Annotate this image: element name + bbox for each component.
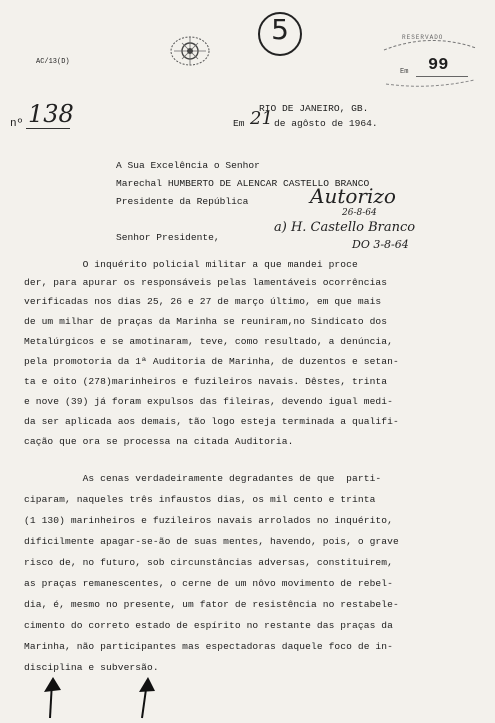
body-line: der, para apurar os responsáveis pelas lamentáveis ocorrências <box>24 277 388 288</box>
annotation-authorize: Autorizo <box>310 184 396 208</box>
number-prefix: nº <box>10 118 24 130</box>
body-line: pela promotoria da 1ª Auditoria de Marinha, de duzentos e setan- <box>24 356 399 367</box>
document-number-handwritten: 138 <box>28 100 74 128</box>
body-line: cação que ora se processa na citada Auditoria. <box>24 436 294 447</box>
body-line: as praças remanescentes, o cerne de um nôvo movimento de rebel- <box>24 578 394 589</box>
document-code: AC/13(D) <box>36 58 70 66</box>
arrow-up-icon <box>130 674 160 720</box>
date-rest: de agôsto de 1964. <box>274 118 378 129</box>
addressee-line-2: Marechal HUMBERTO DE ALENCAR CASTELLO BRANCO <box>116 178 370 189</box>
addressee-line-1: A Sua Excelência o Senhor <box>116 160 260 171</box>
stamp-number-prefix: Em <box>400 68 409 76</box>
body-line: dia, é, mesmo no presente, um fator de resistência no restabele- <box>24 599 399 610</box>
arrow-up-icon <box>36 674 66 720</box>
body-line: ta e oito (278)marinheiros e fuzileiros navais. Dêstes, trinta <box>24 376 388 387</box>
stamp-top-label: RESERVADO <box>402 34 444 41</box>
body-line: ciparam, naqueles três infaustos dias, os mil cento e trinta <box>24 494 376 505</box>
page-number: 5 <box>271 13 289 46</box>
body-line: verificadas nos dias 25, 26 e 27 de março último, em que mais <box>24 296 382 307</box>
date-day-handwritten: 21 <box>250 108 273 129</box>
body-line: cimento do correto estado de espírito no restante das praças da <box>24 620 394 631</box>
date-prefix: Em <box>233 118 245 129</box>
salutation: Senhor Presidente, <box>116 232 220 243</box>
body-line: dificilmente apagar-se-ão de suas mentes, havendo, pois, o grave <box>24 536 399 547</box>
body-line: risco de, no futuro, sob circunstâncias adversas, constituirem, <box>24 557 394 568</box>
stamp-number: 99 <box>428 56 449 75</box>
annotation-date: 26-8-64 <box>342 208 377 218</box>
addressee-line-3: Presidente da República <box>116 196 249 207</box>
body-line: disciplina e subversão. <box>24 662 159 673</box>
number-underline <box>26 128 70 129</box>
body-line: O inquérito policial militar a que mandei proce <box>24 259 358 270</box>
body-line: (1 130) marinheiros e fuzileiros navais arrolados no inquérito, <box>24 515 394 526</box>
annotation-signature: a) H. Castello Branco <box>274 220 416 235</box>
date-city: RIO DE JANEIRO, GB. <box>259 103 369 114</box>
body-line: As cenas verdadeiramente degradantes de que parti- <box>24 473 382 484</box>
body-line: Marinha, não participantes mas espectadoras daquele foco de in- <box>24 641 394 652</box>
body-line: de um milhar de praças da Marinha se reuniram,no Sindicato dos <box>24 316 388 327</box>
coat-of-arms-emblem <box>168 34 212 68</box>
body-line: da ser aplicada aos demais, tão logo esteja terminada a qualifi- <box>24 416 399 427</box>
annotation-publication: DO 3-8-64 <box>352 238 409 251</box>
body-line: e nove (39) já foram expulsos das fileiras, devendo igual medi- <box>24 396 394 407</box>
body-line: Metalúrgicos e se amotinaram, teve, como resultado, a denúncia, <box>24 336 394 347</box>
